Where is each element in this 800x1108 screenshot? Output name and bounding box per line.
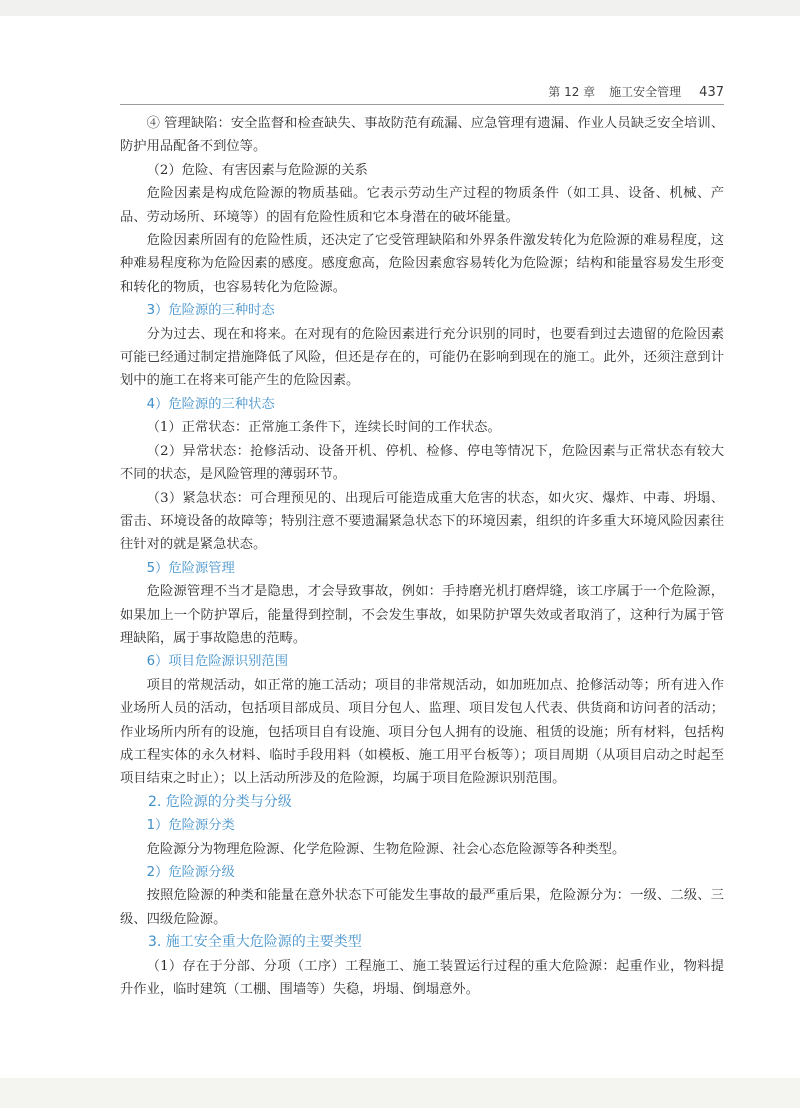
running-header [120, 80, 724, 105]
chapter-number: 第 12 章 [548, 85, 596, 99]
header-text [548, 83, 724, 100]
paragraph-identification-scope: 项目的常规活动，如正常的施工活动；项目的非常规活动，如加班加点、抢修活动等；所有进入作业场所人员的活动，包括项目部成员、项目分包人、监理、项目发包人代表、供货商和访问者的活动；作业场所内所有的设施，包括项目自有设施、项目分包人拥有的设施、租赁的设施；所有材料，包括构成工程实体的永久材料、临时手段用料（如模板、施工用平台板等）；项目周期（从项目启动之时起至项目结束之时止）；以上活动所涉及的危险源，均属于项目危险源识别范围。 [120, 677, 724, 787]
paragraph-emergency-state: （3）紧急状态：可合理预见的、出现后可能造成重大危害的状态，如火灾、爆炸、中毒、坍塌、雷击、环境设备的故障等；特别注意不要遗漏紧急状态下的环境因素，组织的许多重大环境风险因素往往针对的就是紧急状态。 [120, 490, 724, 553]
heading-grading: 2）危险源分级 [146, 865, 235, 880]
paragraph-classification: 危险源分为物理危险源、化学危险源、生物危险源、社会心态危险源等各种类型。 [146, 841, 626, 857]
paragraph-major-hazard-type-1: （1）存在于分部、分项（工序）工程施工、施工装置运行过程的重大危险源：起重作业，物料提升作业，临时建筑（工棚、围墙等）失稳，坍塌、倒塌意外。 [120, 958, 724, 998]
paragraph-hazard-factor-basis: 危险因素是构成危险源的物质基础。它表示劳动生产过程的物质条件（如工具、设备、机械、产品、劳动场所、环境等）的固有危险性质和它本身潜在的破坏能量。 [120, 186, 724, 225]
paragraph-hazard-sensitivity: 危险因素所固有的危险性质，还决定了它受管理缺陷和外界条件激发转化为危险源的难易程度，这种难易程度称为危险因素的感度。感度愈高，危险因素愈容易转化为危险源；结构和能量容易发生形变和转化的物质，也容易转化为危险源。 [120, 233, 724, 295]
heading-hazard-management: 5）危险源管理 [146, 560, 235, 576]
paragraph-normal-state: （1）正常状态：正常施工条件下，连续长时间的工作状态。 [146, 420, 501, 436]
heading-identification-scope: 6）项目危险源识别范围 [146, 654, 289, 670]
page-body [120, 112, 724, 1001]
heading-classification-grading: 2. 危险源的分类与分级 [148, 793, 292, 810]
paragraph-grading: 按照危险源的种类和能量在意外状态下可能发生事故的最严重后果，危险源分为：一级、二级、三级、四级危险源。 [120, 888, 724, 927]
heading-three-states: 4）危险源的三种状态 [146, 396, 275, 412]
paragraph-abnormal-state: （2）异常状态：抢修活动、设备开机、停机、检修、停电等情况下，危险因素与正常状态有较大不同的状态，是风险管理的薄弱环节。 [120, 443, 724, 483]
heading-classification: 1）危险源分类 [146, 818, 235, 834]
page-number: 437 [699, 85, 724, 100]
subheading-hazard-relationship: （2）危险、有害因素与危险源的关系 [146, 162, 368, 178]
paragraph-three-tenses: 分为过去、现在和将来。在对现有的危险因素进行充分识别的同时，也要看到过去遗留的危险因素可能已经通过制定措施降低了风险，但还是存在的，可能仍在影响到现在的施工。此外，还须注意到计划中的施工在将来可能产生的危险因素。 [120, 326, 724, 389]
heading-three-tenses: 3）危险源的三种时态 [146, 303, 275, 319]
paragraph-hazard-management: 危险源管理不当才是隐患，才会导致事故，例如：手持磨光机打磨焊缝，该工序属于一个危险源，如果加上一个防护罩后，能量得到控制，不会发生事故，如果防护罩失效或者取消了，这种行为属于管理缺陷，属于事故隐患的范畴。 [120, 584, 724, 646]
paragraph-management-defects: ④ 管理缺陷：安全监督和检查缺失、事故防范有疏漏、应急管理有遗漏、作业人员缺乏安全培训、防护用品配备不到位等。 [120, 116, 724, 155]
heading-major-hazard-types: 3. 施工安全重大危险源的主要类型 [148, 934, 362, 951]
page-top-margin [0, 0, 800, 16]
chapter-title: 施工安全管理 [609, 85, 682, 99]
page-bottom-margin [0, 1078, 800, 1108]
